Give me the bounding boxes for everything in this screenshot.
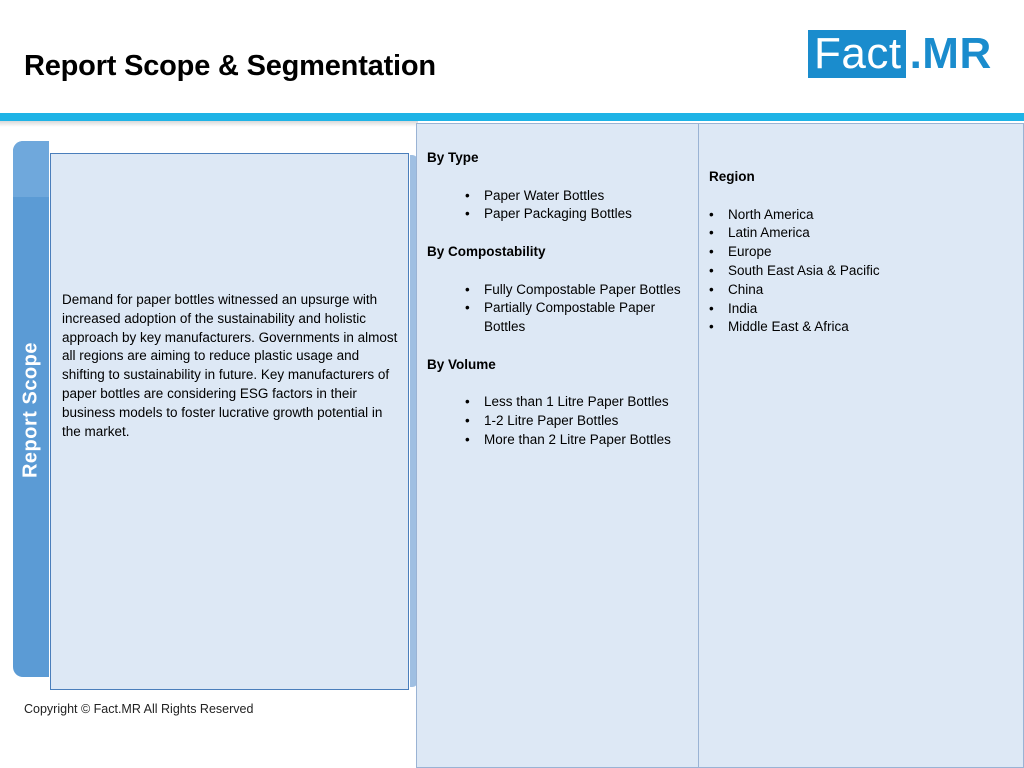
bullet-icon: • bbox=[709, 225, 714, 241]
segment-list-type bbox=[427, 187, 692, 225]
factmr-logo bbox=[808, 30, 992, 78]
report-scope-label: Report Scope bbox=[19, 341, 42, 479]
list-item: • China bbox=[709, 281, 1017, 300]
bullet-icon: • bbox=[465, 206, 470, 222]
bullet-icon: • bbox=[709, 244, 714, 260]
segment-heading-type: By Type bbox=[427, 150, 479, 165]
bullet-icon: • bbox=[709, 281, 714, 297]
region-column bbox=[698, 123, 1024, 768]
list-item: • Partially Compostable Paper Bottles bbox=[465, 300, 656, 335]
segment-list-compostability bbox=[427, 281, 692, 337]
segment-list-region bbox=[709, 206, 1017, 338]
bullet-icon: • bbox=[465, 187, 470, 203]
bullet-icon: • bbox=[709, 206, 714, 222]
tab-shade bbox=[13, 141, 49, 197]
bullet-icon: • bbox=[465, 300, 470, 316]
list-item: • Europe bbox=[709, 243, 1017, 262]
list-item: • Less than 1 Litre Paper Bottles bbox=[427, 393, 692, 412]
bullet-icon: • bbox=[709, 300, 714, 316]
logo-text-fact: Fact bbox=[808, 30, 906, 78]
description-box bbox=[50, 153, 409, 690]
bullet-icon: • bbox=[709, 262, 714, 278]
list-item: • Middle East & Africa bbox=[709, 318, 1017, 337]
list-item: • Fully Compostable Paper Bottles bbox=[427, 281, 692, 300]
list-item: • 1-2 Litre Paper Bottles bbox=[427, 412, 692, 431]
segment-list-volume bbox=[427, 393, 692, 449]
copyright-footer: Copyright © Fact.MR All Rights Reserved bbox=[24, 702, 254, 716]
list-item: • Paper Water Bottles bbox=[427, 187, 692, 206]
logo-text-mr: .MR bbox=[909, 29, 992, 78]
list-item: • More than 2 Litre Paper Bottles bbox=[427, 431, 692, 450]
segment-heading-compostability: By Compostability bbox=[427, 243, 546, 259]
segment-heading-volume: By Volume bbox=[427, 356, 496, 372]
segment-heading-region: Region bbox=[709, 169, 755, 184]
list-item: • North America bbox=[709, 206, 1017, 225]
bullet-icon: • bbox=[465, 431, 470, 447]
description-text: Demand for paper bottles witnessed an upsurge with increased adoption of the sustainability and holistic approach by key manufacturers. Governments in almost all regions are aiming to reduce plastic usage and shifting to sustainability in future. Key manufacturers of paper bottles are considering ESG factors in their business models to foster lucrative growth potential in the market. bbox=[62, 292, 398, 439]
bullet-icon: • bbox=[465, 394, 470, 410]
list-item: • Paper Packaging Bottles bbox=[427, 205, 692, 224]
bullet-icon: • bbox=[465, 413, 470, 429]
header-divider-bar bbox=[0, 113, 1024, 121]
bullet-icon: • bbox=[709, 319, 714, 335]
bullet-icon: • bbox=[465, 281, 470, 297]
list-item: • India bbox=[709, 300, 1017, 319]
segmentation-column bbox=[416, 123, 699, 768]
list-item: • Latin America bbox=[709, 224, 1017, 243]
list-item: • South East Asia & Pacific bbox=[709, 262, 1017, 281]
page-title: Report Scope & Segmentation bbox=[24, 50, 436, 82]
header-divider-shadow bbox=[0, 121, 418, 127]
